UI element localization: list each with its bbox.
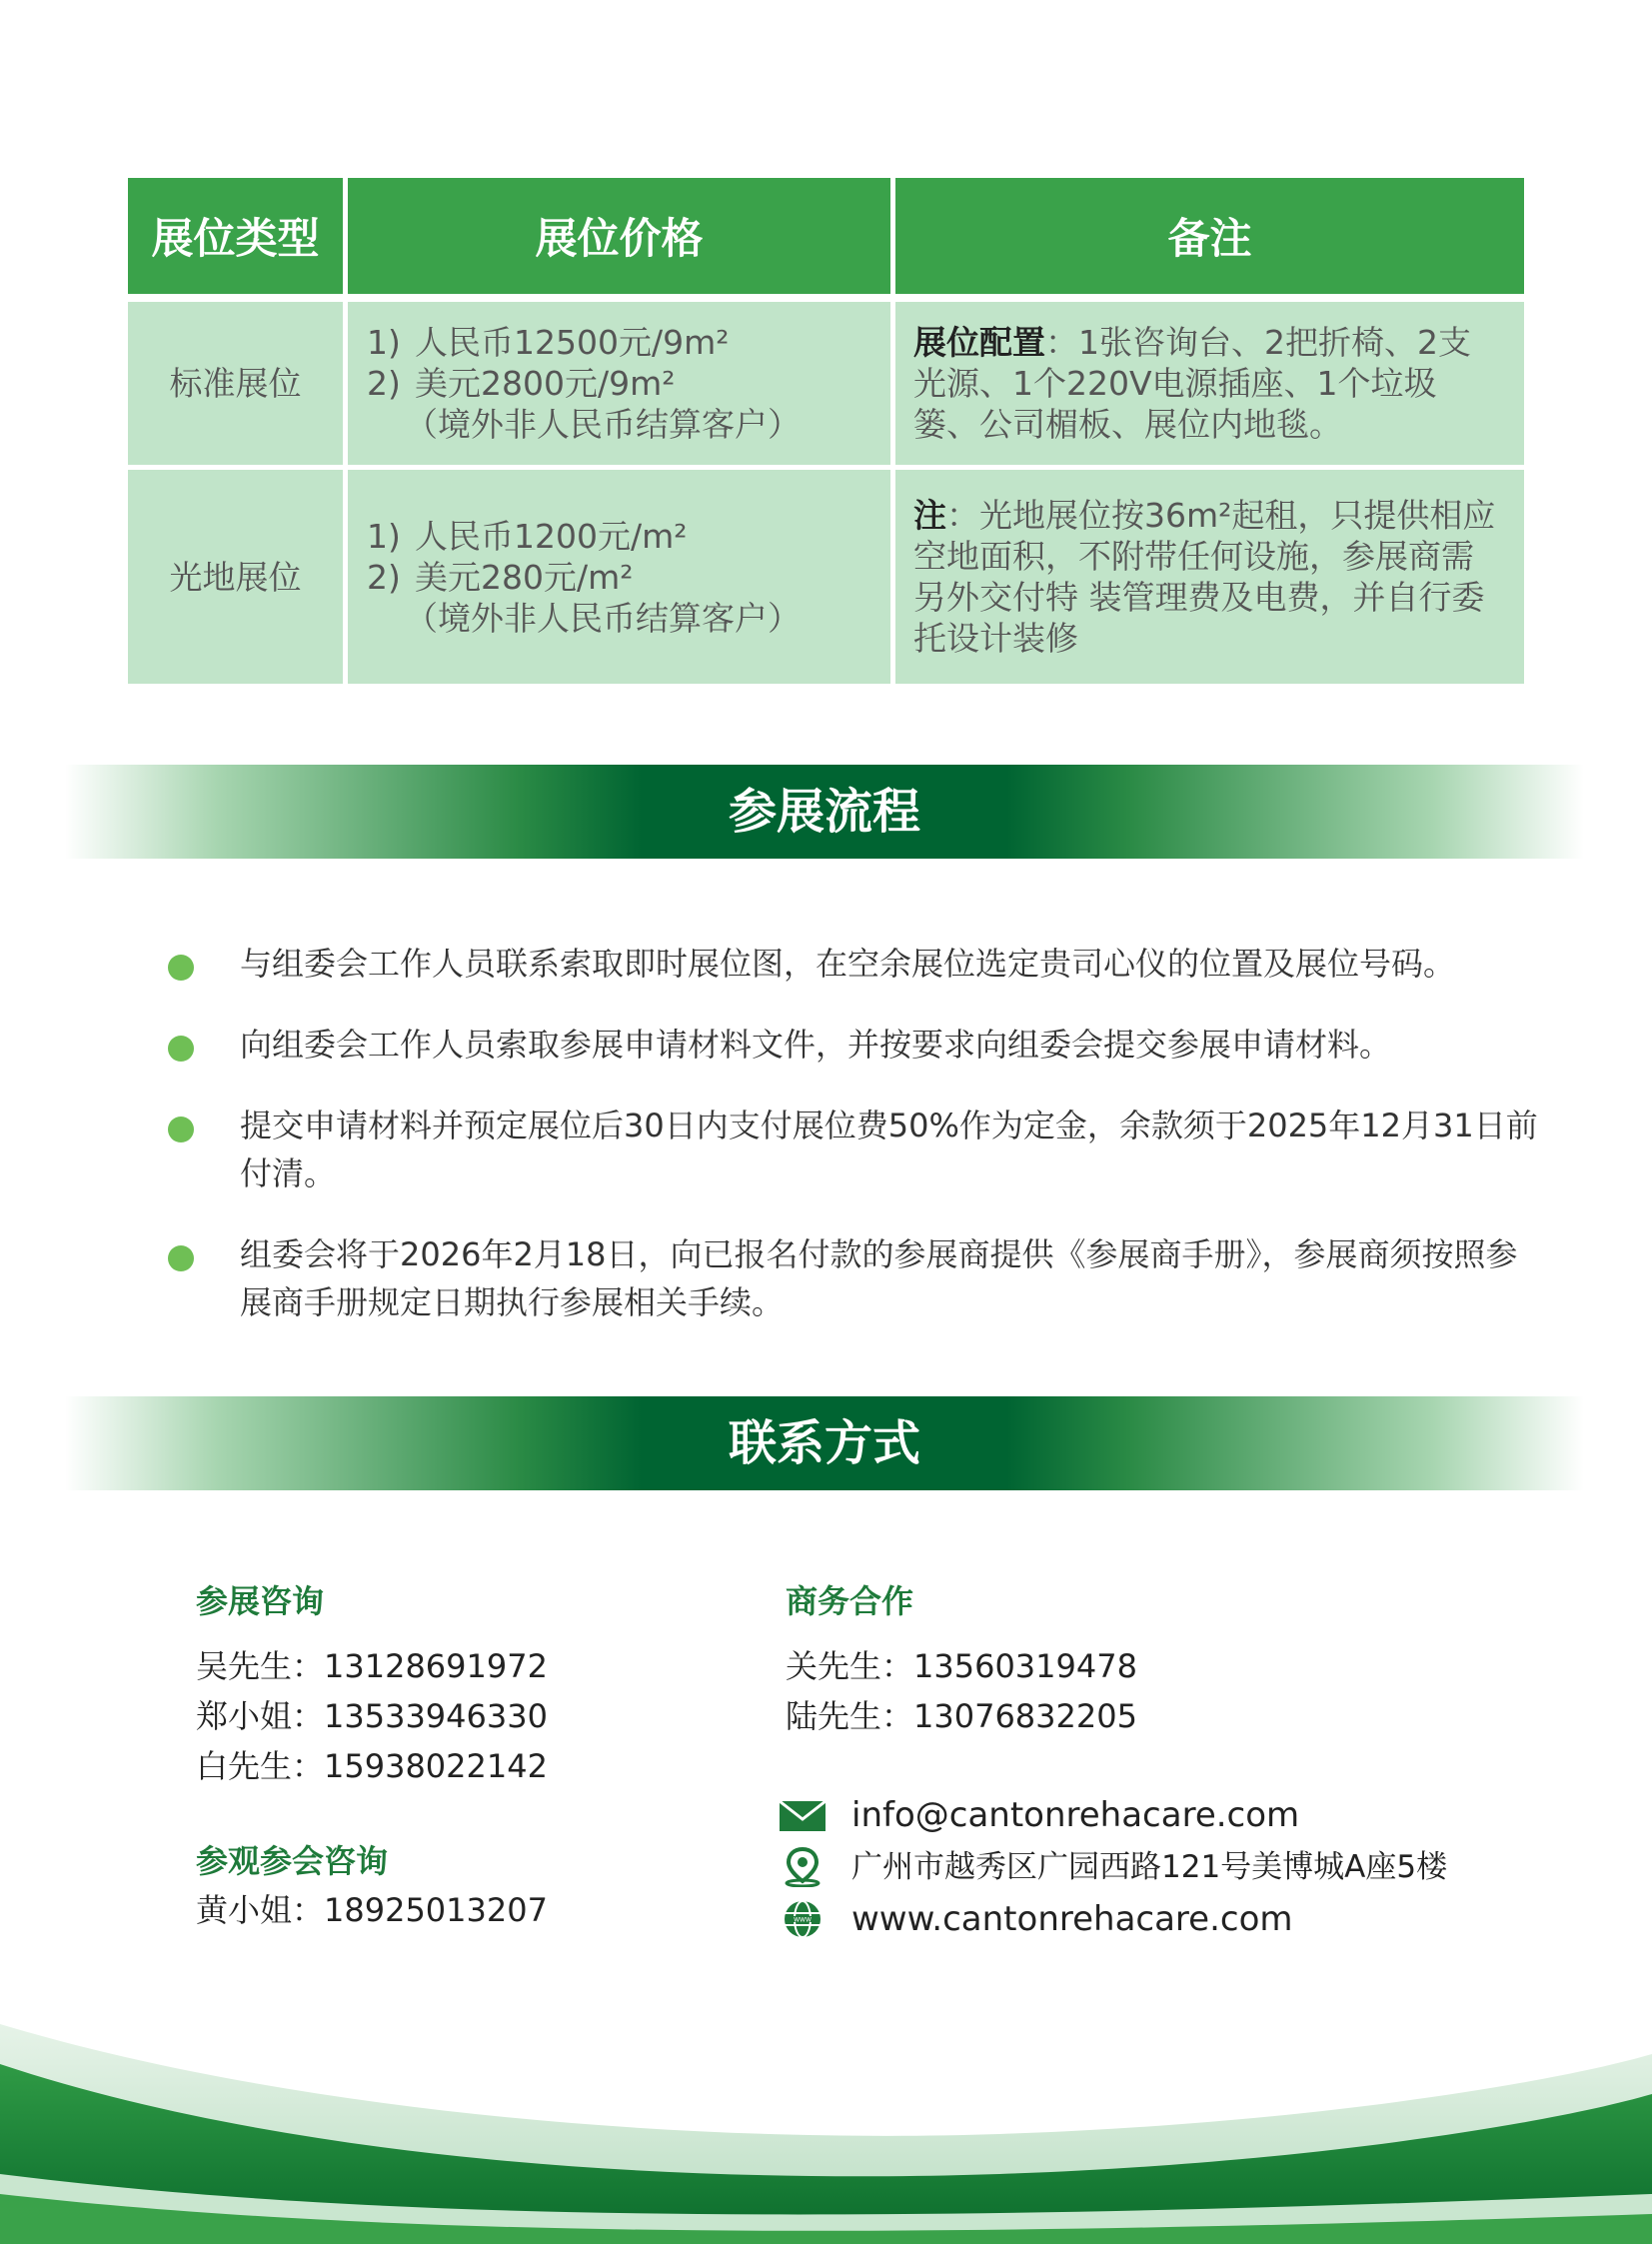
- list-item: 与组委会工作人员联系索取即时展位图，在空余展位选定贵司心仪的位置及展位号码。: [168, 940, 1547, 988]
- price-line: 1) 人民币12500元/9m²: [367, 323, 730, 362]
- address-row: [780, 1841, 1447, 1893]
- header-booth-type: 展位类型: [128, 178, 348, 302]
- website-link[interactable]: www.cantonrehacare.com: [851, 1899, 1293, 1939]
- table-row-raw-space: [128, 470, 1524, 684]
- contact-person: 黄小姐：18925013207: [196, 1891, 548, 1929]
- email-link[interactable]: info@cantonrehacare.com: [851, 1795, 1300, 1835]
- section-banner-process: 参展流程: [65, 765, 1584, 859]
- svg-text:WWW: WWW: [794, 1916, 812, 1924]
- mail-icon: [780, 1795, 826, 1835]
- price-line: 1) 人民币1200元/m²: [367, 516, 688, 556]
- process-steps-list: [168, 940, 1547, 1326]
- contact-info-rows: [780, 1789, 1447, 1945]
- exhibit-inquiry-heading: 参展咨询: [196, 1582, 325, 1620]
- bullet-dot-icon: [168, 955, 194, 981]
- contact-person: 白先生：15938022142: [196, 1747, 548, 1785]
- header-remarks: 备注: [895, 178, 1524, 302]
- bullet-dot-icon: [168, 1036, 194, 1062]
- header-booth-price: 展位价格: [348, 178, 895, 302]
- bullet-dot-icon: [168, 1117, 194, 1142]
- contact-person: 郑小姐：13533946330: [196, 1697, 548, 1735]
- booth-type-standard: 标准展位: [128, 302, 348, 470]
- website-row: [780, 1893, 1447, 1945]
- booth-price-table: [128, 178, 1524, 684]
- address-text: 广州市越秀区广园西路121号美博城A座5楼: [851, 1849, 1448, 1885]
- price-note: （境外非人民币结算客户）: [405, 598, 801, 638]
- booth-price-standard: [348, 302, 895, 470]
- table-header-row: [128, 178, 1524, 302]
- booth-price-raw-space: [348, 470, 895, 684]
- business-heading: 商务合作: [786, 1582, 914, 1620]
- price-line: 2) 美元280元/m²: [367, 557, 634, 597]
- table-row-standard-booth: [128, 302, 1524, 470]
- contact-right-column: [786, 1579, 1585, 1741]
- booth-type-raw-space: 光地展位: [128, 470, 348, 684]
- price-note: （境外非人民币结算客户）: [405, 405, 801, 444]
- list-item: 向组委会工作人员索取参展申请材料文件，并按要求向组委会提交参展申请材料。: [168, 1021, 1547, 1069]
- contact-left-column: [196, 1579, 756, 1935]
- booth-remark-raw-space: 注：光地展位按36m²起租，只提供相应空地面积，不附带任何设施，参展商需另外交付特 装管理费及电费，并自行委托设计装修: [895, 470, 1524, 684]
- bullet-dot-icon: [168, 1245, 194, 1271]
- location-icon: [780, 1847, 826, 1887]
- visit-inquiry-heading: 参观参会咨询: [196, 1842, 389, 1880]
- booth-remark-standard: 展位配置：1张咨询台、2把折椅、2支光源、1个220V电源插座、1个垃圾篓、公司楣板、展位内地毯。: [895, 302, 1524, 470]
- globe-icon: [780, 1899, 826, 1939]
- bottom-wave-decoration: [0, 2024, 1652, 2244]
- price-line: 2) 美元2800元/9m²: [367, 364, 676, 403]
- list-item: 组委会将于2026年2月18日，向已报名付款的参展商提供《参展商手册》，参展商须按照参展商手册规定日期执行参展相关手续。: [168, 1230, 1547, 1326]
- email-row: [780, 1789, 1447, 1841]
- list-item: 提交申请材料并预定展位后30日内支付展位费50%作为定金，余款须于2025年12月31日前付清。: [168, 1102, 1547, 1197]
- section-banner-contact: 联系方式: [65, 1396, 1584, 1490]
- contact-person: 陆先生：13076832205: [786, 1697, 1137, 1735]
- contact-person: 关先生：13560319478: [786, 1647, 1137, 1685]
- contact-person: 吴先生：13128691972: [196, 1647, 548, 1685]
